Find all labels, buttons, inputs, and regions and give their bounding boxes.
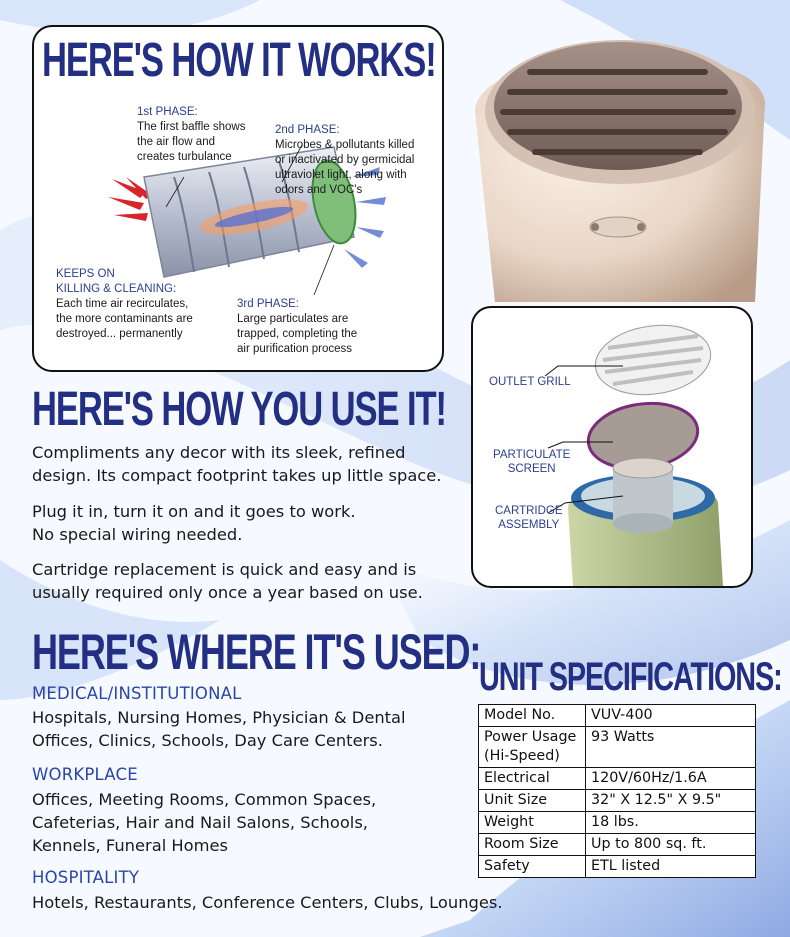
spec-key-line: Power Usage [484, 729, 577, 745]
table-row [479, 727, 756, 768]
usage-line: Compliments any decor with its sleek, refined [32, 443, 406, 462]
phase1-line: The first baffle shows [137, 121, 246, 133]
spec-value: ETL listed [586, 856, 756, 878]
how-it-works-panel [32, 25, 444, 372]
air-purifier-top-image [455, 22, 775, 302]
category-list-medical [32, 706, 406, 752]
spec-value: Up to 800 sq. ft. [586, 834, 756, 856]
phase2-label [275, 123, 414, 198]
how-it-works-heading: HERE'S HOW IT WORKS! [42, 34, 436, 87]
spec-value: 93 Watts [586, 727, 756, 768]
cartridge-assembly-line: CARTRIDGE [495, 505, 563, 517]
keeps-on-title: KEEPS ON [56, 268, 115, 280]
spec-value: 18 lbs. [586, 812, 756, 834]
how-you-use-heading: HERE'S HOW YOU USE IT! [32, 383, 446, 436]
unit-specifications-heading: UNIT SPECIFICATIONS: [479, 655, 782, 699]
phase3-line: air purification process [237, 343, 353, 355]
table-row [479, 856, 756, 878]
spec-key: Model No. [479, 705, 586, 727]
phase3-line: Large particulates are [237, 313, 349, 325]
spec-value: VUV-400 [586, 705, 756, 727]
usage-line: Cartridge replacement is quick and easy and is [32, 560, 417, 579]
spec-key: Weight [479, 812, 586, 834]
spec-key: Safety [479, 856, 586, 878]
exploded-parts-image [473, 308, 751, 586]
keeps-on-line: destroyed... permanently [56, 328, 183, 340]
keeps-on-title: KILLING & CLEANING: [56, 283, 177, 295]
table-row [479, 790, 756, 812]
category-line: Kennels, Funeral Homes [32, 836, 228, 855]
cartridge-assembly-label [495, 504, 563, 532]
category-title-workplace: WORKPLACE [32, 765, 138, 784]
phase2-title: 2nd PHASE: [275, 124, 340, 136]
parts-exploded-view-panel [471, 306, 753, 588]
spec-key-line: (Hi-Speed) [484, 748, 560, 764]
usage-line: Plug it in, turn it on and it goes to work. [32, 502, 356, 521]
spec-key: Unit Size [479, 790, 586, 812]
category-line: Cafeterias, Hair and Nail Salons, Schools, [32, 813, 368, 832]
phase3-line: trapped, completing the [237, 328, 358, 340]
particulate-screen-line: SCREEN [507, 463, 556, 475]
phase2-line: odors and VOC's [275, 184, 363, 196]
keeps-on-line: Each time air recirculates, [56, 298, 189, 310]
category-title-hospitality: HOSPITALITY [32, 868, 140, 887]
usage-paragraph [32, 441, 441, 487]
category-line: Hotels, Restaurants, Conference Centers, Clubs, Lounges. [32, 893, 503, 912]
usage-paragraph [32, 558, 423, 604]
where-used-heading: HERE'S WHERE IT'S USED: [32, 624, 481, 680]
spec-key [479, 727, 586, 768]
category-line: Hospitals, Nursing Homes, Physician & Dental [32, 708, 406, 727]
phase1-line: creates turbulance [137, 151, 232, 163]
phase3-label [237, 297, 357, 357]
category-line: Offices, Clinics, Schools, Day Care Centers. [32, 731, 383, 750]
phase1-title: 1st PHASE: [137, 106, 198, 118]
table-row [479, 768, 756, 790]
phase2-line: Microbes & pollutants killed [275, 139, 415, 151]
particulate-screen-line: PARTICULATE [493, 449, 571, 461]
category-list-hospitality [32, 891, 503, 914]
spec-table [478, 704, 756, 878]
usage-line: usually required only once a year based on use. [32, 583, 423, 602]
keeps-on-label [56, 267, 193, 342]
spec-key: Room Size [479, 834, 586, 856]
table-row [479, 834, 756, 856]
phase3-title: 3rd PHASE: [237, 298, 299, 310]
outlet-grill-label: OUTLET GRILL [489, 376, 571, 388]
usage-line: No special wiring needed. [32, 525, 243, 544]
table-row [479, 705, 756, 727]
category-title-medical: MEDICAL/INSTITUTIONAL [32, 684, 242, 703]
phase2-line: ultraviolet light, along with [275, 169, 407, 181]
spec-value: 32" X 12.5" X 9.5" [586, 790, 756, 812]
category-list-workplace [32, 788, 376, 857]
phase1-line: the air flow and [137, 136, 215, 148]
usage-paragraph [32, 500, 356, 546]
phase2-line: or inactivated by germicidal [275, 154, 415, 166]
usage-line: design. Its compact footprint takes up little space. [32, 466, 442, 485]
phase1-label [137, 105, 245, 165]
particulate-screen-label [493, 448, 570, 476]
keeps-on-line: the more contaminants are [56, 313, 193, 325]
spec-value: 120V/60Hz/1.6A [586, 768, 756, 790]
spec-key: Electrical [479, 768, 586, 790]
category-line: Offices, Meeting Rooms, Common Spaces, [32, 790, 377, 809]
cartridge-assembly-line: ASSEMBLY [498, 519, 560, 531]
table-row [479, 812, 756, 834]
